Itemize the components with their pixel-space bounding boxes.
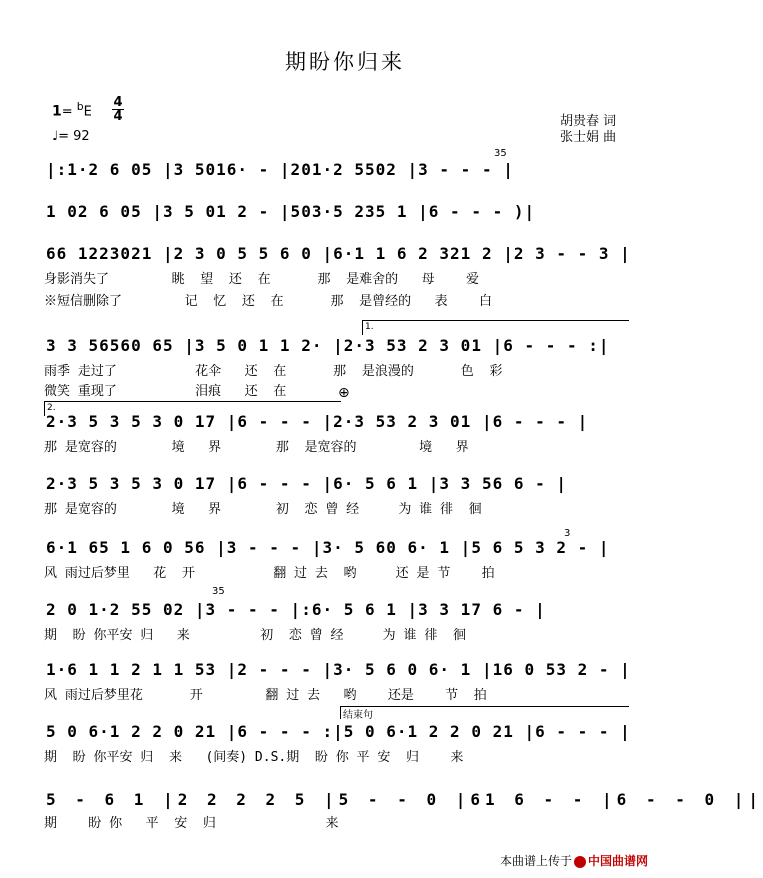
- notation-line: 2·3 5 3 5 3 0 17 |6 - - - |2·3 53 2 3 01 |6 - - - |: [46, 412, 589, 431]
- grace-notes: 35: [494, 148, 507, 159]
- coda-sign-icon: ⊕: [338, 385, 350, 401]
- composer: 张士娟 曲: [560, 130, 617, 145]
- staff-row-2: [0, 200, 690, 230]
- notation-line: |:1·2 6 05 |3 5016· - |201·2 5502 |3 - - - |: [46, 160, 514, 179]
- lyric-line: 身影消失了 眺 望 还 在 那 是难舍的 母 爱: [44, 272, 479, 287]
- lyricist: 胡贵春 词: [560, 114, 617, 129]
- key-equals: =: [61, 104, 77, 120]
- lyric-line: 风 雨过后梦里花 开 翻 过 去 哟 还是 节 拍: [44, 688, 487, 703]
- notation-line: 5 - 6 1 |2 2 2 2 5 |5 - - 0 |61 6 - - |6 - - 0 ||: [46, 790, 763, 809]
- key-signature: [52, 100, 92, 119]
- grace-notes: 35: [212, 586, 225, 597]
- site-logo-icon: [574, 856, 586, 868]
- lyric-line: 期 盼 你平安 归 来 (间奏) D.S.期 盼 你 平 安 归 来: [44, 750, 464, 765]
- notation-line: 6·1 65 1 6 0 56 |3 - - - |3· 5 60 6· 1 |5 6 5 3 2 - |: [46, 538, 610, 557]
- tempo-mark: [52, 129, 90, 144]
- notation-line: 2·3 5 3 5 3 0 17 |6 - - - |6· 5 6 1 |3 3 56 6 - |: [46, 474, 568, 493]
- key-note: E: [83, 104, 92, 120]
- credits: [560, 114, 616, 146]
- coda-bracket: [340, 706, 629, 719]
- lyric-line: 那 是宽容的 境 界 初 恋 曾 经 为 谁 徘 徊: [44, 502, 482, 517]
- time-bottom: 4: [113, 109, 123, 124]
- notation-line: 3 3 56560 65 |3 5 0 1 1 2· |2·3 53 2 3 01 |6 - - - :|: [46, 336, 610, 355]
- lyric-line: 风 雨过后梦里 花 开 翻 过 去 哟 还 是 节 拍: [44, 566, 495, 581]
- tempo-value: = 92: [58, 129, 90, 144]
- footer-brand[interactable]: 中国曲谱网: [588, 854, 649, 868]
- triplet-mark: 3: [564, 528, 571, 539]
- key-degree: 1: [52, 103, 62, 120]
- song-title: 期盼你归来: [285, 50, 405, 74]
- quarter-note-icon: ♩: [52, 129, 59, 144]
- time-signature: [112, 96, 124, 123]
- volta-label: 2.: [47, 403, 56, 413]
- notation-line: 1 02 6 05 |3 5 01 2 - |503·5 235 1 |6 - - - )|: [46, 202, 536, 221]
- footer-prefix: 本曲谱上传于: [500, 854, 573, 868]
- lyric-line: 微笑 重现了 泪痕 还 在: [44, 384, 287, 399]
- lyric-line: 期 盼 你平安 归 来 初 恋 曾 经 为 谁 徘 徊: [44, 628, 466, 643]
- volta-bracket-1: [362, 320, 629, 335]
- staff-row-1: [0, 148, 690, 188]
- coda-label: 结束句: [343, 710, 373, 721]
- lyric-line: 那 是宽容的 境 界 那 是宽容的 境 界: [44, 440, 469, 455]
- time-top: 4: [113, 95, 123, 110]
- notation-line: 1·6 1 1 2 1 1 53 |2 - - - |3· 5 6 0 6· 1 |16 0 53 2 - |: [46, 660, 631, 679]
- lyric-line: 期 盼 你 平 安 归 来: [44, 816, 339, 831]
- notation-line: 2 0 1·2 55 02 |3 - - - |:6· 5 6 1 |3 3 17 6 - |: [46, 600, 546, 619]
- notation-line: 66 1223021 |2 3 0 5 5 6 0 |6·1 1 6 2 321 2 |2 3 - - 3 |: [46, 244, 631, 263]
- key-flat: b: [76, 100, 84, 113]
- footer-credit: [500, 852, 648, 869]
- lyric-line: 雨季 走过了 花伞 还 在 那 是浪漫的 色 彩: [44, 364, 503, 379]
- lyric-line: ※短信删除了 记 忆 还 在 那 是曾经的 表 白: [44, 294, 492, 309]
- volta-label: 1.: [365, 322, 374, 332]
- notation-line: 5 0 6·1 2 2 0 21 |6 - - - :|5 0 6·1 2 2 0 21 |6 - - - |: [46, 722, 631, 741]
